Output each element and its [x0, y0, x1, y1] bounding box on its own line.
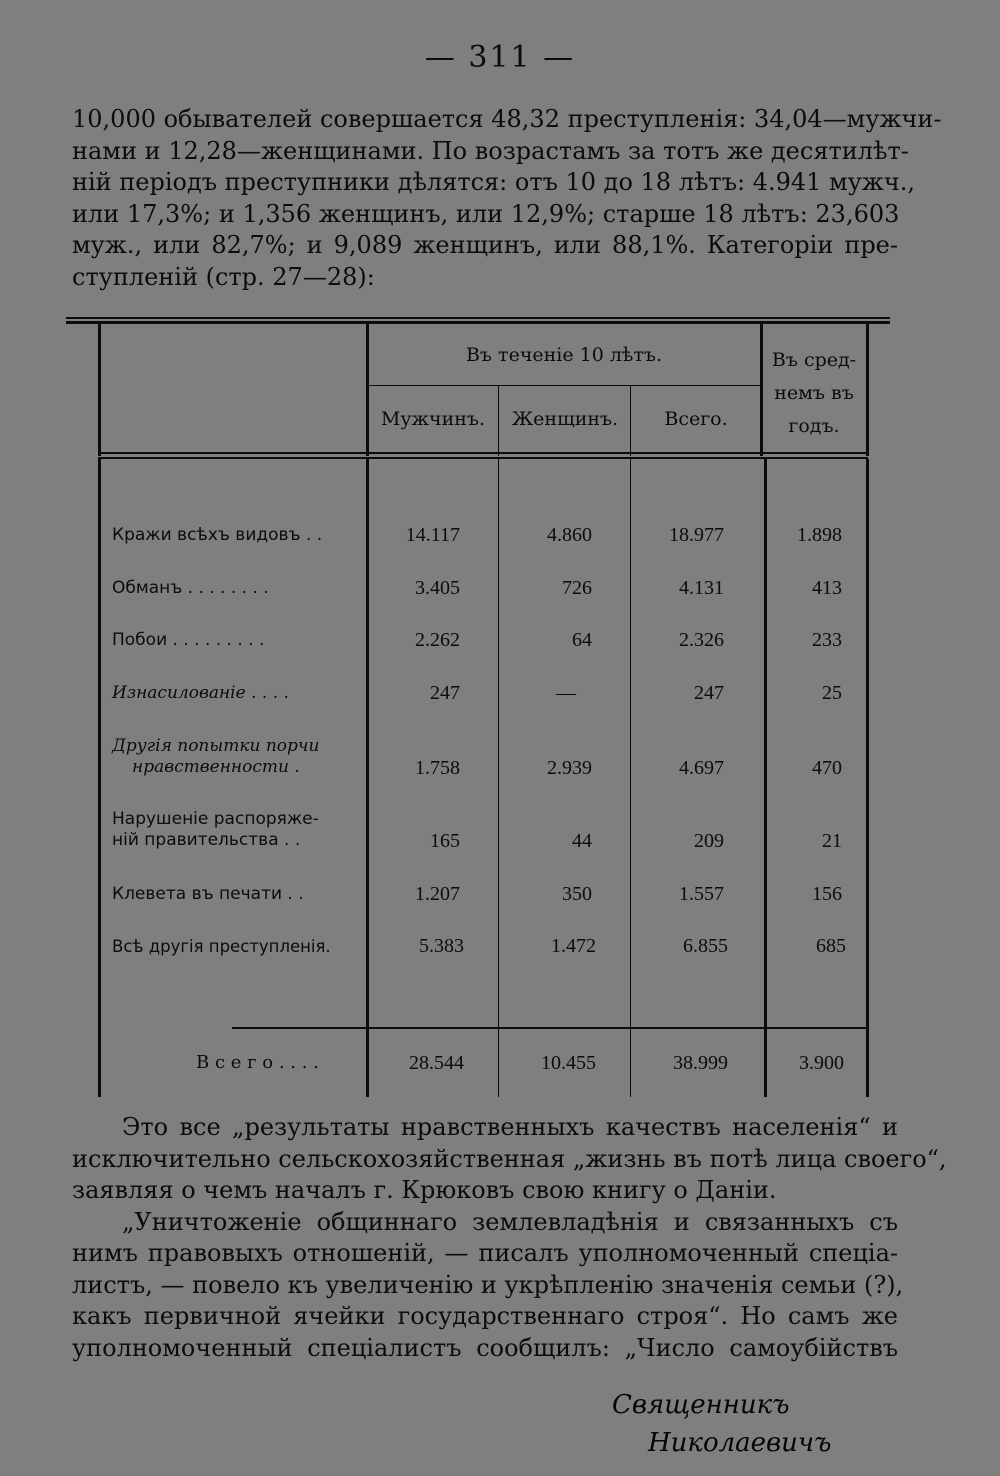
table-divider — [98, 459, 101, 1097]
total-label: В с е г о . . . . — [196, 1052, 319, 1073]
text-line: ній періодъ преступники дѣлятся: отъ 10 до 18 лѣтъ: 4.941 мужч., — [72, 168, 916, 196]
row-label-line: Другія попытки порчи — [112, 736, 320, 756]
text-line: уполномоченный спеціалистъ сообщилъ: „Число самоубійствъ — [72, 1333, 898, 1362]
text-line: или 17,3%; и 1,356 женщинъ, или 12,9%; старше 18 лѣтъ: 23,603 — [72, 199, 900, 228]
table-cell: 3.405 — [415, 577, 460, 599]
table-cell: 470 — [812, 757, 842, 779]
table-cell: 6.855 — [683, 935, 728, 957]
table-cell: 1.207 — [415, 883, 460, 905]
intro-paragraph — [72, 104, 942, 293]
table-cell: 4.860 — [547, 524, 592, 546]
text-line: муж., или 82,7%; и 9,089 женщинъ, или 88,1%. Категоріи пре- — [72, 231, 898, 259]
total-cell: 10.455 — [541, 1052, 596, 1074]
signature-line: Священникъ — [612, 1390, 790, 1420]
table-cell: 4.131 — [679, 577, 724, 599]
outro-paragraph — [72, 1112, 947, 1364]
header-bottom-rule — [98, 457, 868, 459]
row-label-line: Нарушеніе распоряже- — [112, 809, 319, 829]
group-header: Въ теченіе 10 лѣтъ. — [465, 344, 663, 366]
text-line: „Уничтоженіе общиннаго землевладѣнія и связанныхъ съ — [122, 1207, 898, 1236]
table-divider — [498, 386, 499, 456]
row-label: Обманъ . . . . . . . . — [112, 578, 269, 598]
row-label-line: ній правительства . . — [112, 830, 301, 850]
table-divider — [498, 459, 499, 1097]
text-line: 10,000 обывателей совершается 48,32 преступленія: 34,04—мужчи- — [72, 105, 942, 133]
table-cell: 2.262 — [415, 629, 460, 651]
signature-line: Николаевичъ — [648, 1428, 832, 1458]
table-cell: 2.326 — [679, 629, 724, 651]
table-cell: 5.383 — [419, 935, 464, 957]
header-rule — [368, 385, 760, 386]
table-divider — [98, 324, 101, 456]
avg-header-line: Въ сред- — [771, 349, 857, 371]
table-divider — [366, 459, 369, 1097]
table-cell: 1.758 — [415, 757, 460, 779]
table-cell: 156 — [812, 883, 842, 905]
table-cell: 247 — [694, 682, 724, 704]
table-divider — [630, 386, 631, 456]
row-label-line: нравственности . — [132, 757, 300, 777]
table-top-rule — [66, 321, 890, 324]
total-cell: 3.900 — [799, 1052, 844, 1074]
table-cell: 350 — [562, 883, 592, 905]
table-cell: 44 — [572, 830, 592, 852]
table-divider — [866, 324, 869, 456]
total-rule — [232, 1027, 868, 1029]
column-header: Всего. — [664, 408, 728, 430]
table-cell: 209 — [694, 830, 724, 852]
table-cell: 247 — [430, 682, 460, 704]
row-label — [112, 809, 360, 851]
header-bottom-rule — [98, 452, 868, 454]
text-line: какъ первичной ячейки государственнаго строя“. Но самъ же — [72, 1302, 898, 1330]
text-line: ступленій (стр. 27—28): — [72, 262, 375, 291]
total-cell: 38.999 — [673, 1052, 728, 1074]
table-cell: 1.898 — [797, 524, 842, 546]
row-label: Побои . . . . . . . . . — [112, 630, 265, 650]
table-divider — [866, 459, 869, 1097]
row-label: Кражи всѣхъ видовъ . . — [112, 525, 323, 545]
table-cell: 1.472 — [551, 935, 596, 957]
column-header: Мужчинъ. — [380, 408, 486, 430]
row-label — [112, 736, 360, 778]
table-cell: 4.697 — [679, 757, 724, 779]
row-label: Изнасилованіе . . . . — [112, 683, 289, 703]
page-number: — 311 — — [424, 40, 576, 75]
table-cell: 64 — [572, 629, 592, 651]
table-cell: 21 — [822, 830, 842, 852]
table-divider — [630, 459, 631, 1097]
table-cell: 726 — [562, 577, 592, 599]
row-label: Всѣ другія преступленія. — [112, 937, 331, 956]
text-line: нимъ правовыхъ отношеній, — писалъ уполномоченный спеціа- — [72, 1239, 898, 1267]
table-cell: 14.117 — [405, 524, 460, 546]
avg-header-line: немъ въ — [774, 382, 854, 404]
table-cell: 25 — [822, 682, 842, 704]
table-cell: 2.939 — [547, 757, 592, 779]
text-line: заявляя о чемъ началъ г. Крюковъ свою книгу о Даніи. — [72, 1176, 777, 1204]
table-cell: — — [556, 682, 576, 704]
table-top-rule — [66, 317, 890, 319]
text-line: исключительно сельскохозяйственная „жизнь въ потѣ лица своего“, — [72, 1144, 947, 1173]
text-line: Это все „результаты нравственныхъ качествъ населенія“ и — [122, 1113, 898, 1141]
total-cell: 28.544 — [409, 1052, 464, 1074]
text-line: нами и 12,28—женщинами. По возрастамъ за тотъ же десятилѣт- — [72, 136, 909, 165]
table-cell: 413 — [812, 577, 842, 599]
text-line: листъ, — повело къ увеличенію и укрѣпленію значенія семьи (?), — [72, 1270, 904, 1299]
column-header: Женщинъ. — [511, 408, 619, 430]
avg-header-line: годъ. — [788, 415, 840, 437]
table-cell: 165 — [430, 830, 460, 852]
table-cell: 233 — [812, 629, 842, 651]
table-cell: 18.977 — [669, 524, 724, 546]
row-label: Клевета въ печати . . — [112, 884, 304, 904]
table-cell: 1.557 — [679, 883, 724, 905]
avg-header — [762, 344, 866, 443]
table-cell: 685 — [816, 935, 846, 957]
